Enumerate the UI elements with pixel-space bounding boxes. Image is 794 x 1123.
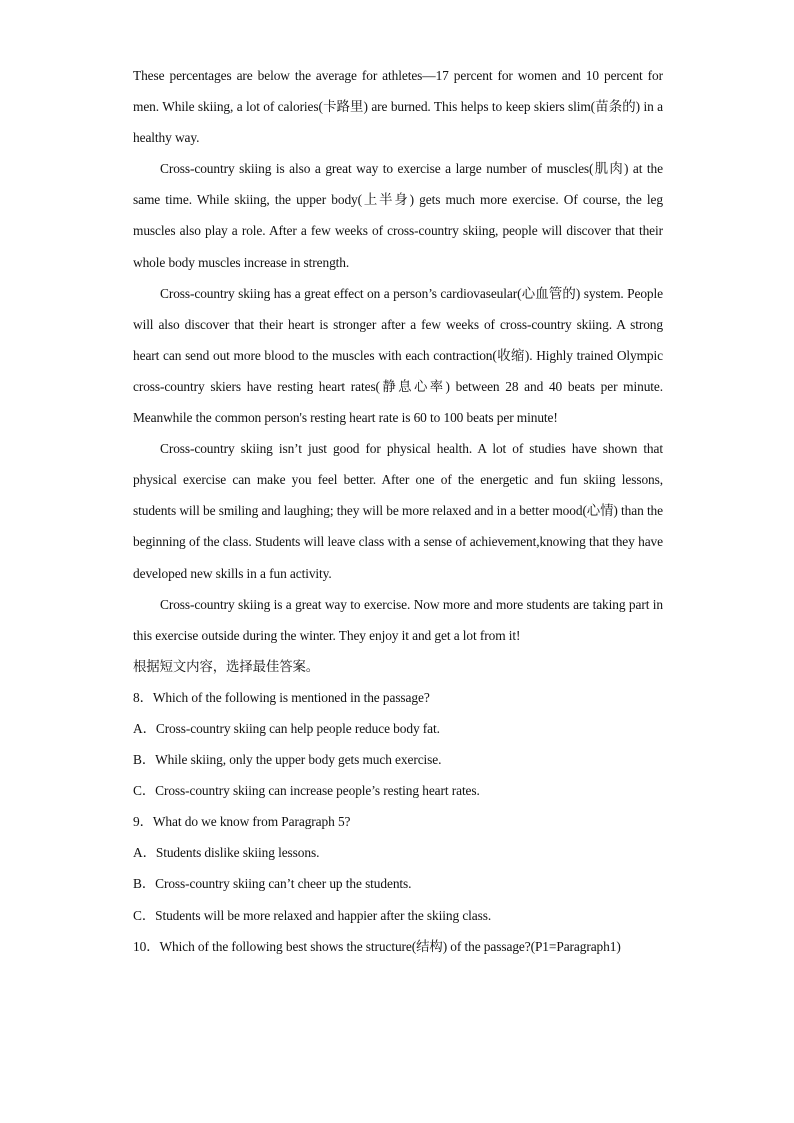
passage-paragraph: Cross-country skiing isn’t just good for physical health. A lot of studies have shown that physical exercise can make you feel better. After one of the energetic and fun skiing lessons, students will be smiling and laughing; they will be more relaxed and in a better mood(心情) than the beginning of the class. Students will leave class with a sense of achievement,knowing that they have developed new skills in a fun activity. bbox=[133, 441, 663, 581]
question-stem: 9．What do we know from Paragraph 5? bbox=[133, 814, 351, 830]
answer-option: A．Cross-country skiing can help people reduce body fat. bbox=[133, 720, 440, 736]
answer-option: B．Cross-country skiing can’t cheer up the students. bbox=[133, 876, 412, 892]
question-stem: 10．Which of the following best shows the structure(结构) of the passage?(P1=Paragraph1) bbox=[133, 938, 621, 954]
answer-option: A．Students dislike skiing lessons. bbox=[133, 845, 320, 861]
answer-option: B．While skiing, only the upper body gets much exercise. bbox=[133, 752, 442, 768]
answer-option: C．Students will be more relaxed and happier after the skiing class. bbox=[133, 907, 492, 923]
answer-option: C．Cross-country skiing can increase people’s resting heart rates. bbox=[133, 783, 480, 799]
instruction-text: 根据短文内容，选择最佳答案。 bbox=[133, 658, 320, 674]
question-stem: 8．Which of the following is mentioned in the passage? bbox=[133, 689, 430, 705]
passage-paragraph: Cross-country skiing has a great effect on a person’s cardiovaseular(心血管的) system. People will also discover that their heart is stronger after a few weeks of cross-country skiing. A strong heart can send out more blood to the muscles with each contraction(收缩). Highly trained Olympic cross-country skiers have resting heart rates(静息心率) between 28 and 40 beats per minute. Meanwhile the common person's resting heart rate is 60 to 100 beats per minute! bbox=[133, 285, 663, 426]
document-page bbox=[133, 60, 663, 962]
passage-paragraph: These percentages are below the average for athletes—17 percent for women and 10 percent for men. While skiing, a lot of calories(卡路里) are burned. This helps to keep skiers slim(苗条的) in a healthy way. bbox=[133, 68, 663, 146]
passage-paragraph: Cross-country skiing is a great way to exercise. Now more and more students are taking part in this exercise outside during the winter. They enjoy it and get a lot from it! bbox=[133, 596, 663, 643]
passage-paragraph: Cross-country skiing is also a great way to exercise a large number of muscles(肌肉) at the same time. While skiing, the upper body(上半身) gets much more exercise. Of course, the leg muscles also play a role. After a few weeks of cross-country skiing, people will discover that their whole body muscles increase in strength. bbox=[133, 161, 663, 270]
